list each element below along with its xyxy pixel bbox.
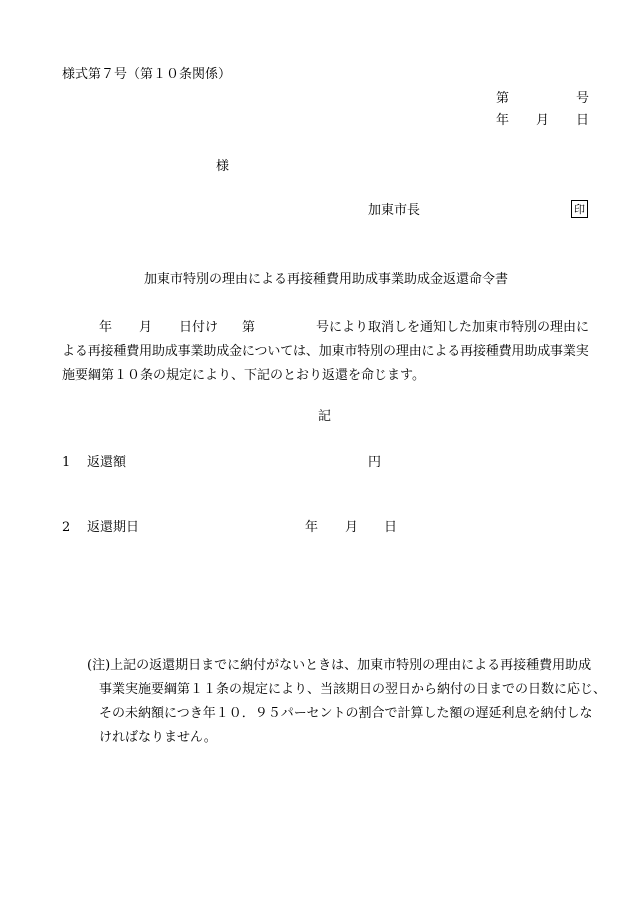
- sender-title: 加東市長: [368, 203, 421, 218]
- note-line-2: 事業実施要綱第１１条の規定により、当該期日の翌日から納付の日までの日数に応じ、: [99, 682, 607, 697]
- item-1-number: 1: [62, 455, 71, 470]
- note-line-4: ければなりません。: [99, 730, 217, 745]
- item-2-month: 月: [345, 520, 359, 535]
- date-day: 日: [576, 113, 590, 128]
- item-2-label: 返還期日: [87, 520, 140, 535]
- body-line1-rest: 号により取消しを通知した加東市特別の理由に: [316, 320, 590, 335]
- doc-number-suffix: 号: [576, 91, 590, 106]
- body-line2: よる再接種費用助成事業助成金については、加東市特別の理由による再接種費用助成事業実: [62, 344, 589, 359]
- doc-number-prefix: 第: [496, 91, 510, 106]
- ki-label: 記: [318, 409, 332, 424]
- seal-stamp: 印: [571, 200, 588, 218]
- body-year: 年: [99, 320, 113, 335]
- date-year: 年: [496, 113, 510, 128]
- item-2-day: 日: [384, 520, 398, 535]
- item-1-unit: 円: [368, 455, 382, 470]
- date-month: 月: [536, 113, 550, 128]
- item-1-label: 返還額: [87, 455, 127, 470]
- body-dated: 日付け: [179, 320, 219, 335]
- note-line-3: その未納額につき年１０．９５パーセントの割合で計算した額の遅延利息を納付しな: [99, 706, 593, 721]
- addressee-honorific: 様: [216, 159, 230, 174]
- body-month: 月: [139, 320, 153, 335]
- body-no: 第: [242, 320, 256, 335]
- item-2-year: 年: [305, 520, 319, 535]
- body-line3: 施要綱第１０条の規定により、下記のとおり返還を命じます。: [62, 368, 425, 383]
- note-line-1: (注)上記の返還期日までに納付がないときは、加東市特別の理由による再接種費用助成: [87, 658, 592, 673]
- form-number: 様式第７号（第１０条関係）: [62, 67, 232, 82]
- document-title: 加東市特別の理由による再接種費用助成事業助成金返還命令書: [144, 272, 509, 287]
- item-2-number: 2: [62, 520, 71, 535]
